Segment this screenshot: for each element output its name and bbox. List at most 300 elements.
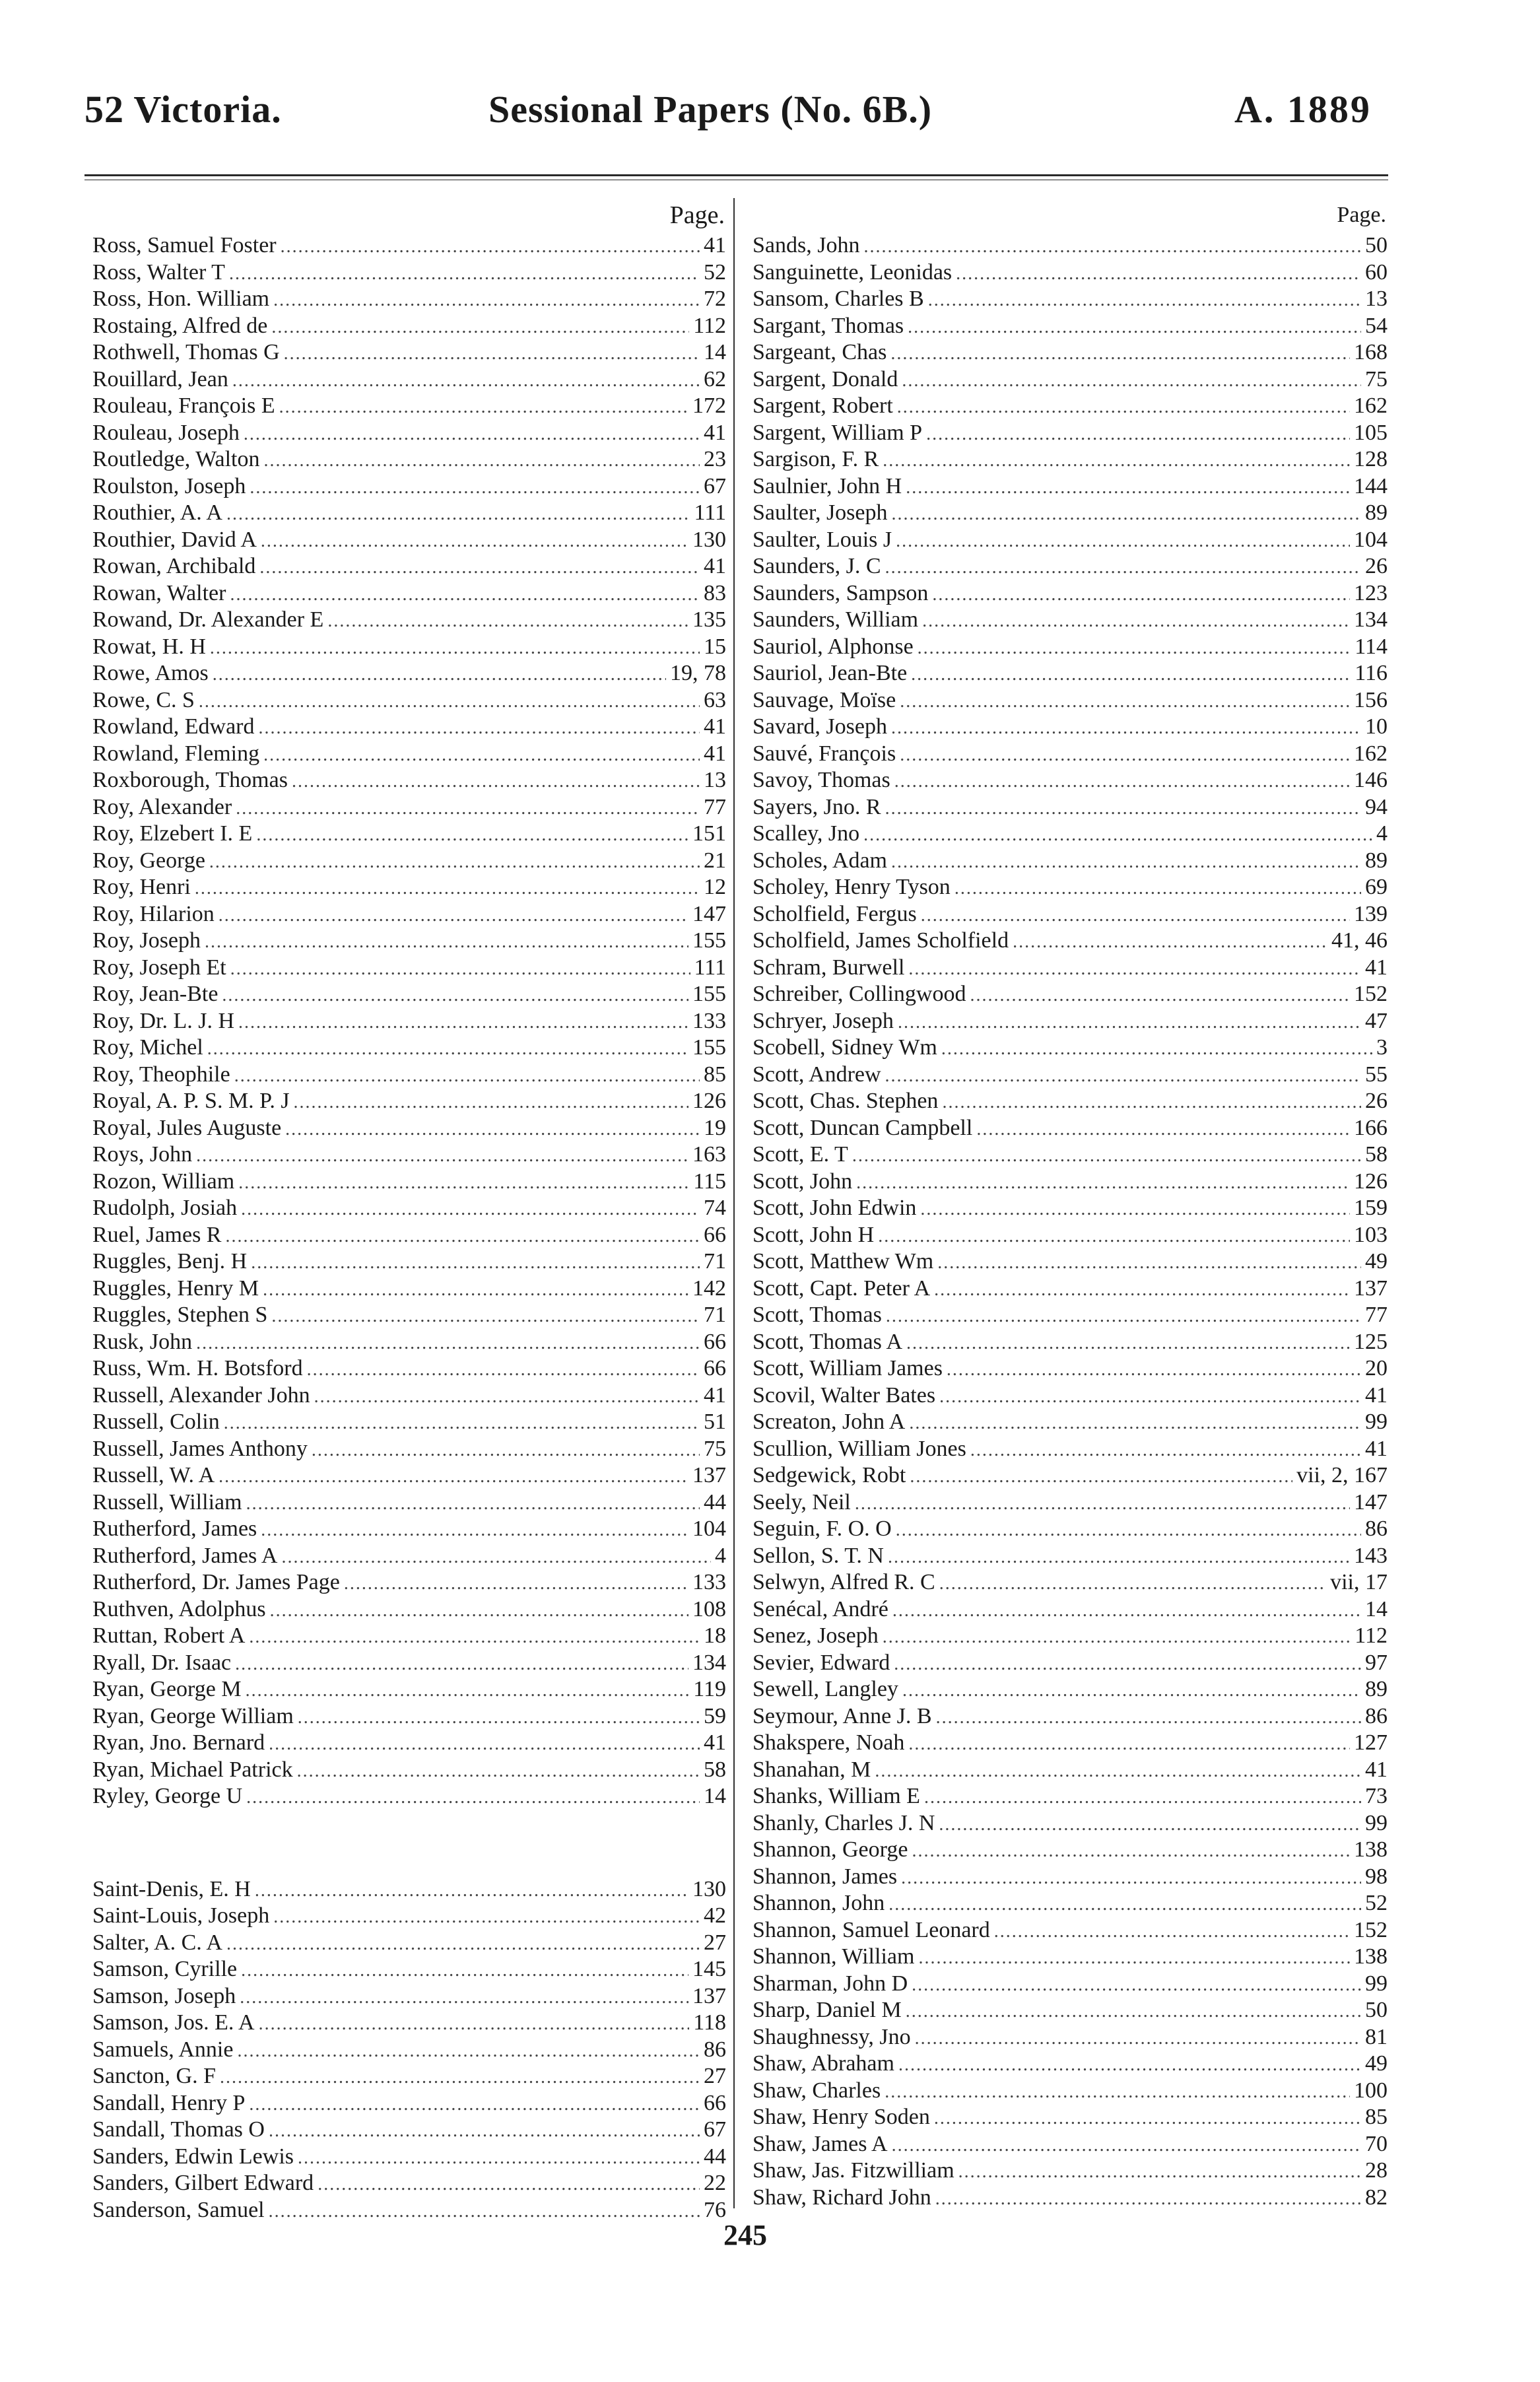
dot-leader [229, 261, 700, 288]
index-entry [753, 874, 1388, 901]
index-entry [92, 1757, 726, 1784]
entry-page: 86 [1365, 1516, 1388, 1541]
index-entry [753, 2131, 1388, 2158]
entry-name: Scholey, Henry Tyson [753, 875, 951, 899]
dot-leader [261, 1517, 688, 1544]
entry-page: 139 [1354, 901, 1388, 926]
index-entry [753, 1462, 1388, 1489]
entry-name: Shannon, Samuel Leonard [753, 1917, 990, 1942]
entry-name: Shaw, Jas. Fitzwilliam [753, 2158, 954, 2183]
entry-name: Sansom, Charles B [753, 287, 924, 311]
entry-page: 66 [704, 1222, 726, 1247]
dot-leader [226, 501, 690, 528]
entry-page: 156 [1354, 687, 1388, 712]
entry-name: Scott, John [753, 1169, 853, 1194]
entry-name: Senez, Joseph [753, 1623, 879, 1648]
index-entry [753, 2051, 1388, 2078]
entry-page: 60 [1365, 259, 1388, 285]
entry-page: 15 [704, 634, 726, 659]
index-entry [753, 1623, 1388, 1650]
entry-name: Rostaing, Alfred de [92, 313, 268, 338]
index-entry [92, 1569, 726, 1596]
entry-name: Shannon, William [753, 1944, 915, 1969]
entry-name: Shaughnessy, Jno [753, 2024, 911, 2049]
index-entry [753, 473, 1388, 500]
dot-leader [902, 368, 1361, 395]
index-entry [753, 2104, 1388, 2131]
entry-page: 111 [694, 500, 726, 525]
dot-leader [901, 1865, 1361, 1892]
index-entry [753, 1703, 1388, 1730]
dot-leader [230, 956, 690, 983]
entry-name: Ruggles, Stephen S [92, 1303, 268, 1327]
dot-leader [213, 662, 666, 689]
entry-name: Shanly, Charles J. N [753, 1810, 935, 1835]
entry-name: Scott, Matthew Wm [753, 1249, 934, 1274]
entry-page: 125 [1354, 1329, 1388, 1354]
index-entry [753, 366, 1388, 393]
dot-leader [890, 341, 1350, 368]
dot-leader [209, 849, 700, 876]
index-entry [92, 901, 726, 928]
index-entry [753, 1810, 1388, 1837]
index-entry [92, 1783, 726, 1810]
entry-page: 49 [1365, 2051, 1388, 2076]
index-entry [92, 1302, 726, 1329]
dot-leader [244, 421, 700, 448]
index-entry [753, 1436, 1388, 1463]
entry-name: Shaw, Henry Soden [753, 2105, 930, 2129]
index-entry [92, 1596, 726, 1623]
entry-page: 147 [692, 901, 726, 926]
dot-leader [891, 849, 1361, 876]
entry-page: 66 [704, 1356, 726, 1380]
entry-page: 99 [1365, 1410, 1388, 1434]
entry-name: Rudolph, Josiah [92, 1196, 238, 1220]
entry-page: 75 [704, 1436, 726, 1461]
dot-leader [898, 2052, 1361, 2079]
entry-name: Saint-Louis, Joseph [92, 1903, 270, 1928]
index-entry [92, 553, 726, 580]
entry-page: 41 [704, 233, 726, 257]
entry-page: 41 [704, 1730, 726, 1755]
dot-leader [932, 582, 1350, 609]
entry-name: Saulter, Louis J [753, 527, 892, 552]
index-entry [92, 1436, 726, 1463]
entry-page: 86 [704, 2037, 726, 2062]
entry-page: 20 [1365, 1356, 1388, 1380]
dot-leader [918, 1945, 1350, 1972]
entry-page: 99 [1365, 1810, 1388, 1835]
entry-name: Scholfield, James Scholfield [753, 928, 1009, 953]
entry-page: 162 [1354, 741, 1388, 766]
index-entry [753, 259, 1388, 287]
entry-name: Scobell, Sidney Wm [753, 1035, 937, 1060]
index-entry [753, 527, 1388, 554]
dot-leader [970, 1437, 1361, 1464]
index-entry [92, 1141, 726, 1169]
dot-leader [237, 2038, 700, 2065]
entry-page: 27 [704, 1930, 726, 1955]
entry-name: Sellon, S. T. N [753, 1543, 884, 1568]
page-column-label: Page. [1337, 203, 1386, 227]
dot-leader [886, 1303, 1361, 1330]
entry-name: Roy, Elzebert I. E [92, 821, 253, 846]
entry-name: Seely, Neil [753, 1489, 851, 1514]
entry-name: Scovil, Walter Bates [753, 1382, 936, 1408]
index-entry [753, 687, 1388, 714]
dot-leader [924, 1785, 1361, 1812]
dot-leader [863, 822, 1372, 849]
index-entry [753, 1222, 1388, 1249]
column-divider [733, 198, 735, 2208]
index-entry [753, 1516, 1388, 1543]
entry-name: Ruggles, Benj. H [92, 1249, 248, 1274]
index-entry [753, 1890, 1388, 1917]
entry-page: 63 [704, 687, 726, 712]
entry-page: 54 [1365, 313, 1388, 338]
dot-leader [298, 2145, 700, 2172]
entry-page: vii, 17 [1330, 1570, 1388, 1594]
entry-page: vii, 2, 167 [1296, 1463, 1388, 1487]
dot-leader [885, 555, 1361, 582]
index-entry [92, 1222, 726, 1249]
entry-name: Ruttan, Robert A [92, 1623, 246, 1648]
entry-name: Sandall, Henry P [92, 2090, 246, 2115]
entry-name: Roulston, Joseph [92, 473, 246, 498]
entry-page: 41, 46 [1331, 928, 1388, 953]
dot-leader [894, 1651, 1361, 1678]
entry-page: 74 [704, 1196, 726, 1220]
entry-page: 146 [1354, 768, 1388, 792]
entry-name: Sargent, Donald [753, 366, 898, 391]
entry-name: Ryan, Michael Patrick [92, 1757, 293, 1782]
index-entry [92, 1276, 726, 1303]
index-entry [753, 580, 1388, 607]
entry-page: 50 [1365, 1998, 1388, 2022]
index-entry [92, 1956, 726, 1983]
dot-leader [888, 1891, 1361, 1919]
dot-leader [935, 2186, 1361, 2213]
dot-leader [910, 1464, 1292, 1491]
dot-leader [196, 1330, 700, 1357]
entry-name: Russell, William [92, 1489, 242, 1514]
entry-page: 138 [1354, 1837, 1388, 1862]
dot-leader [976, 1116, 1350, 1143]
index-entry [92, 473, 726, 500]
entry-name: Shaw, Abraham [753, 2051, 894, 2076]
entry-page: 82 [1365, 2185, 1388, 2210]
entry-name: Shaw, Charles [753, 2078, 881, 2103]
dot-leader [297, 1758, 700, 1785]
entry-page: 166 [1354, 1115, 1388, 1140]
entry-page: 142 [692, 1276, 726, 1301]
entry-page: 66 [704, 2090, 726, 2115]
entry-name: Sayers, Jno. R [753, 794, 881, 819]
entry-name: Russell, Alexander John [92, 1382, 310, 1408]
dot-leader [220, 2064, 700, 2092]
dot-leader [908, 956, 1361, 983]
dot-leader [264, 448, 700, 475]
index-entry [92, 393, 726, 420]
entry-name: Russell, Colin [92, 1410, 220, 1434]
dot-leader [241, 1957, 688, 1985]
entry-page: 22 [704, 2171, 726, 2195]
dot-leader [909, 1410, 1361, 1437]
index-entry [753, 901, 1388, 928]
header-rule [84, 174, 1388, 176]
entry-page: 4 [715, 1543, 726, 1568]
index-entry [753, 607, 1388, 634]
entry-page: 168 [1354, 340, 1388, 364]
dot-leader [908, 314, 1361, 341]
volume-label: 52 Victoria. [84, 88, 282, 131]
index-entry [92, 2090, 726, 2117]
index-entry [753, 1569, 1388, 1596]
entry-page: 58 [1365, 1142, 1388, 1167]
entry-page: 75 [1365, 366, 1388, 391]
entry-name: Shakspere, Noah [753, 1730, 905, 1755]
index-entry [753, 848, 1388, 875]
entry-page: 26 [1365, 554, 1388, 578]
entry-page: 162 [1354, 393, 1388, 418]
entry-page: 28 [1365, 2158, 1388, 2183]
entry-page: 4 [1376, 821, 1388, 846]
entry-name: Shanks, William E [753, 1784, 920, 1808]
dot-leader [249, 1624, 700, 1651]
entry-page: 147 [1354, 1489, 1388, 1514]
entry-page: 116 [1355, 661, 1388, 685]
dot-leader [251, 1250, 700, 1277]
entry-page: 89 [1365, 848, 1388, 873]
dot-leader [885, 2079, 1350, 2106]
index-entry [92, 1409, 726, 1436]
index-entry [92, 366, 726, 393]
entry-name: Seymour, Anne J. B [753, 1703, 932, 1728]
entry-name: Sanderson, Samuel [92, 2197, 265, 2222]
index-entry [92, 1195, 726, 1222]
dot-leader [878, 1223, 1350, 1250]
entry-page: 59 [704, 1703, 726, 1728]
dot-leader [928, 287, 1361, 314]
index-entry [753, 1971, 1388, 1998]
entry-name: Sanguinette, Leonidas [753, 259, 953, 285]
index-entry [753, 1543, 1388, 1570]
index-entry [753, 500, 1388, 527]
entry-page: 71 [704, 1303, 726, 1327]
entry-page: 144 [1354, 473, 1388, 498]
entry-page: 151 [692, 821, 726, 846]
dot-leader [205, 929, 688, 956]
entry-page: 104 [1354, 527, 1388, 552]
entry-page: 67 [704, 473, 726, 498]
entry-page: 115 [693, 1169, 726, 1194]
index-entry [753, 955, 1388, 982]
index-entry [92, 1169, 726, 1196]
dot-leader [920, 1196, 1350, 1223]
entry-name: Routhier, A. A [92, 500, 222, 525]
entry-page: 133 [692, 1008, 726, 1033]
index-entry [92, 420, 726, 447]
entry-page: 51 [704, 1410, 726, 1434]
entry-page: 127 [1354, 1730, 1388, 1755]
dot-leader [281, 234, 700, 261]
index-entry [753, 313, 1388, 340]
dot-leader [281, 1544, 711, 1571]
entry-name: Samson, Jos. E. A [92, 2010, 255, 2035]
entry-name: Ross, Samuel Foster [92, 233, 277, 257]
entry-page: 86 [1365, 1703, 1388, 1728]
dot-leader [939, 1384, 1361, 1411]
entry-name: Schreiber, Collingwood [753, 982, 966, 1006]
index-entry [92, 1903, 726, 1930]
dot-leader [269, 2118, 700, 2145]
dot-leader [259, 2011, 690, 2038]
dot-leader [298, 1705, 700, 1732]
entry-name: Scott, Chas. Stephen [753, 1089, 939, 1113]
index-entry [753, 1650, 1388, 1677]
entry-name: Rutherford, Dr. James Page [92, 1570, 340, 1594]
entry-name: Sharp, Daniel M [753, 1998, 902, 2022]
dot-leader [327, 608, 688, 635]
dot-leader [922, 608, 1350, 635]
entry-page: 58 [704, 1757, 726, 1782]
entry-name: Saunders, William [753, 607, 919, 632]
entry-name: Roy, Joseph Et [92, 955, 226, 980]
entry-name: Sandall, Thomas O [92, 2117, 265, 2142]
index-entry [92, 955, 726, 982]
dot-leader [210, 635, 700, 662]
index-entry [92, 1930, 726, 1957]
index-entry [92, 446, 726, 473]
entry-name: Rouillard, Jean [92, 366, 228, 391]
dot-leader [915, 2025, 1361, 2053]
index-entry [92, 580, 726, 607]
index-entry [92, 339, 726, 366]
dot-leader [218, 1464, 688, 1491]
entry-name: Ruthven, Adolphus [92, 1596, 266, 1621]
index-entry [92, 1623, 726, 1650]
dot-leader [942, 1089, 1361, 1116]
dot-leader [199, 689, 700, 716]
entry-page: 52 [704, 259, 726, 285]
entry-page: 134 [692, 1650, 726, 1675]
dot-leader [218, 902, 688, 930]
entry-page: 50 [1365, 233, 1388, 257]
index-entry [753, 1730, 1388, 1757]
entry-page: 3 [1376, 1035, 1388, 1060]
entry-page: 73 [1365, 1784, 1388, 1808]
entry-name: Samson, Cyrille [92, 1957, 238, 1981]
entry-page: 55 [1365, 1062, 1388, 1087]
entry-name: Ryall, Dr. Isaac [92, 1650, 232, 1675]
dot-leader [224, 1410, 700, 1437]
entry-name: Routhier, David A [92, 527, 257, 552]
dot-leader [312, 1437, 700, 1464]
entry-page: 77 [1365, 1303, 1388, 1327]
entry-page: 21 [704, 848, 726, 873]
index-entry [753, 2158, 1388, 2185]
index-entry [753, 286, 1388, 313]
dot-leader [885, 1063, 1361, 1090]
dot-leader [911, 662, 1351, 689]
page-number: 245 [723, 2219, 767, 2251]
entry-name: Sharman, John D [753, 1971, 908, 1996]
dot-leader [939, 1812, 1361, 1839]
index-entry [92, 2037, 726, 2064]
dot-leader [921, 902, 1350, 930]
dot-leader [292, 768, 700, 796]
index-entry [92, 2170, 726, 2197]
index-entry [753, 1062, 1388, 1089]
entry-name: Sands, John [753, 233, 860, 257]
entry-page: 12 [704, 875, 726, 899]
entry-name: Saint-Denis, E. H [92, 1876, 251, 1901]
entry-name: Roy, George [92, 848, 205, 873]
dot-leader [271, 314, 689, 341]
index-entry [753, 1008, 1388, 1035]
entry-name: Scott, Duncan Campbell [753, 1115, 973, 1140]
index-entry [753, 981, 1388, 1008]
index-entry [92, 232, 726, 259]
entry-name: Scott, Thomas [753, 1303, 882, 1327]
entry-name: Saunders, Sampson [753, 580, 929, 605]
entry-page: 134 [1354, 607, 1388, 632]
entry-page: 19 [704, 1115, 726, 1140]
index-entry [92, 1329, 726, 1356]
index-entry [92, 2063, 726, 2090]
entry-page: 76 [704, 2197, 726, 2222]
index-entry [92, 741, 726, 768]
entry-name: Ryley, George U [92, 1784, 243, 1808]
index-entry [753, 232, 1388, 259]
dot-leader [897, 394, 1350, 421]
entry-name: Shannon, George [753, 1837, 908, 1862]
index-entry [92, 821, 726, 848]
entry-name: Schryer, Joseph [753, 1008, 894, 1033]
entry-page: 133 [692, 1570, 726, 1594]
entry-page: 81 [1365, 2024, 1388, 2049]
entry-page: 13 [1365, 287, 1388, 311]
entry-name: Sancton, G. F [92, 2064, 216, 2088]
entry-page: 41 [1365, 1436, 1388, 1461]
dot-leader [947, 1357, 1361, 1384]
entry-name: Sauriol, Alphonse [753, 634, 914, 659]
dot-leader [900, 742, 1350, 769]
entry-page: 103 [1354, 1222, 1388, 1247]
index-entry [753, 741, 1388, 768]
index-entry [92, 1462, 726, 1489]
dot-leader [269, 1731, 700, 1758]
index-entry [753, 1676, 1388, 1703]
entry-page: 85 [1365, 2105, 1388, 2129]
index-entry [753, 2024, 1388, 2051]
dot-leader [269, 2198, 700, 2226]
entry-name: Ruggles, Henry M [92, 1276, 259, 1301]
entry-name: Screaton, John A [753, 1410, 906, 1434]
dot-leader [261, 528, 688, 555]
entry-name: Shannon, James [753, 1864, 898, 1889]
dot-leader [898, 1009, 1361, 1037]
entry-page: 42 [704, 1903, 726, 1928]
entry-page: 97 [1365, 1650, 1388, 1675]
dot-leader [195, 875, 700, 902]
dot-leader [225, 1223, 700, 1250]
entry-page: 130 [692, 527, 726, 552]
entry-name: Scalley, Jno [753, 821, 860, 846]
index-entry [753, 1489, 1388, 1516]
index-entry [753, 928, 1388, 955]
